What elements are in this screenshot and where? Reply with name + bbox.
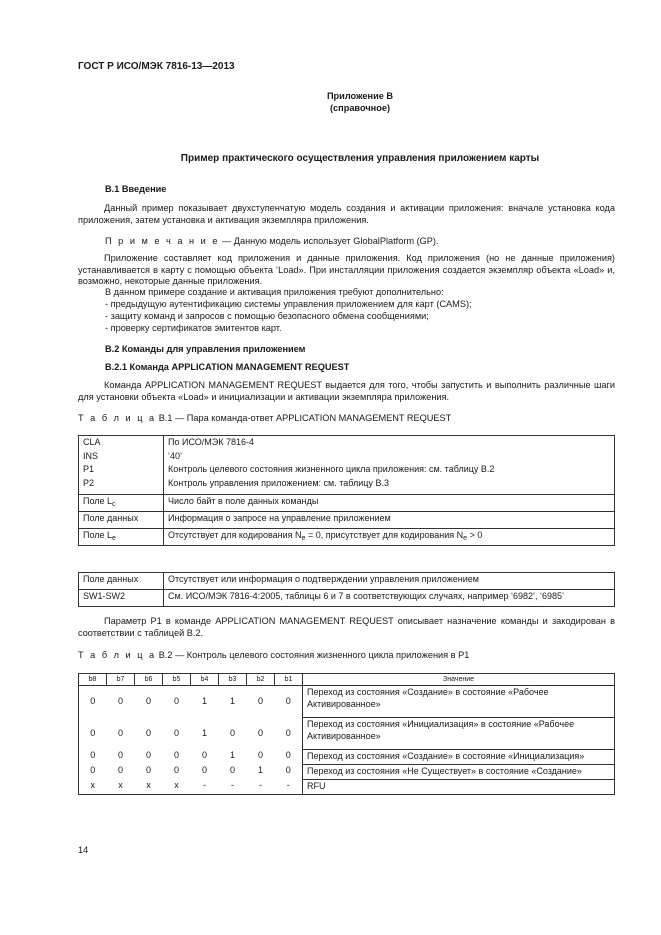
table-cell: Переход из состояния «Создание» в состояние «Инициализация» <box>303 750 615 765</box>
table-row <box>79 750 615 765</box>
table-b1-response <box>78 572 615 607</box>
table-row <box>79 512 615 529</box>
table-cell: Поле $L_e$ <box>79 529 164 546</box>
bit-cell: - <box>275 780 303 795</box>
section-b21-heading: В.2.1 Команда APPLICATION MANAGEMENT REQUEST <box>105 362 350 372</box>
column-header: b3 <box>219 674 247 686</box>
document-header: ГОСТ Р ИСО/МЭК 7816-13—2013 <box>78 61 235 72</box>
table-row <box>79 765 615 780</box>
annex-title: Приложение В <box>326 91 394 101</box>
main-title: Пример практического осуществления управления приложением карты <box>180 153 540 164</box>
table-row <box>79 495 615 512</box>
note-text: — Данную модель использует GlobalPlatform (GP). <box>219 236 439 246</box>
table-cell: Отсутствует или информация о подтверждении управления приложением <box>164 573 615 590</box>
column-header: b4 <box>191 674 219 686</box>
table-cell: Поле данных <box>79 512 164 529</box>
column-header: b1 <box>275 674 303 686</box>
bit-cell: 0 <box>79 765 107 780</box>
bit-cell: 1 <box>229 696 235 706</box>
table-header-row <box>79 674 615 686</box>
page-number: 14 <box>78 845 89 855</box>
table-cell: INS <box>79 450 164 464</box>
bit-cell: 0 <box>229 727 235 738</box>
table-b1-caption: Т а б л и ц а В.1 — Пара команда-ответ APPLICATION MANAGEMENT REQUEST <box>78 413 452 423</box>
bit-cell: 0 <box>145 696 151 706</box>
table-b2-caption: Т а б л и ц а В.2 — Контроль целевого состояния жизненного цикла приложения в P1 <box>78 650 470 660</box>
table-b2 <box>78 673 615 795</box>
bit-cell: 0 <box>79 686 107 718</box>
bit-cell: 0 <box>173 696 179 706</box>
bit-cell: 1 <box>201 727 207 738</box>
note <box>105 236 439 248</box>
table-cell: Число байт в поле данных команды <box>164 495 615 512</box>
bit-cell: - <box>219 780 247 795</box>
composition-paragraph: Приложение составляет код приложения и данные приложения. Код приложения (но не данные приложения) устанавливается в карту с помощью объекта ‘Load». При инсталляции приложения создается экземпляр объекта «Load» и, возможно, некоторые данные приложения. <box>78 253 615 286</box>
table-cell: ‘40’ <box>164 450 615 464</box>
bit-cell: 0 <box>117 727 123 738</box>
bit-cell: 1 <box>257 764 263 775</box>
table-row <box>79 573 615 590</box>
bit-cell: 0 <box>173 764 179 775</box>
bit-cell: 0 <box>275 686 303 718</box>
bit-cell: 0 <box>275 718 303 750</box>
table-cell: Контроль целевого состояния жизненного цикла приложения: см. таблицу В.2 <box>164 463 615 477</box>
table-row <box>79 529 615 546</box>
table-b1 <box>78 435 615 546</box>
column-header: b7 <box>107 674 135 686</box>
bit-cell: 0 <box>79 750 107 765</box>
column-header: Значение <box>303 674 615 686</box>
table-row <box>79 450 615 464</box>
table-row <box>79 436 615 450</box>
bit-cell: - <box>191 780 219 795</box>
table-cell: CLA <box>79 436 164 450</box>
bit-cell: 0 <box>229 764 235 775</box>
bit-cell: 0 <box>145 749 151 760</box>
table-cell: RFU <box>303 780 615 795</box>
list-item: - проверку сертификатов эмитентов карт. <box>105 323 282 333</box>
requirements-intro: В данном примере создание и активация приложения требуют дополнительно: <box>105 287 444 297</box>
table-row <box>79 780 615 795</box>
bit-cell: 0 <box>257 749 263 760</box>
annex-kind: (справочное) <box>329 103 390 113</box>
bit-cell: 1 <box>201 696 207 706</box>
table-cell: Переход из состояния «Инициализация» в состояние «Рабочее Активированное» <box>303 718 615 750</box>
list-item: - предыдущую аутентификацию системы управления приложением для карт (CAMS); <box>105 299 472 309</box>
bit-cell: - <box>247 780 275 795</box>
bit-cell: 0 <box>201 749 207 760</box>
bit-cell: 0 <box>257 727 263 738</box>
column-header: b5 <box>163 674 191 686</box>
section-b1-heading: В.1 Введение <box>105 184 167 194</box>
bit-cell: 0 <box>117 749 123 760</box>
bit-cell: 0 <box>117 764 123 775</box>
bit-cell: 0 <box>201 764 207 775</box>
bit-cell: 0 <box>145 727 151 738</box>
bit-cell: 0 <box>173 749 179 760</box>
bit-cell: x <box>163 780 191 795</box>
table-cell: Переход из состояния «Не Существует» в состояние «Создание» <box>303 765 615 780</box>
note-label: П р и м е ч а н и е <box>105 236 220 246</box>
table-cell: P2 <box>79 477 164 495</box>
bit-cell: 0 <box>275 750 303 765</box>
table-row <box>79 477 615 495</box>
table-cell: См. ИСО/МЭК 7816-4:2005, таблицы 6 и 7 в соответствующих случаях, например ‘6982’, ‘6985’ <box>164 590 615 607</box>
table-cell: P1 <box>79 463 164 477</box>
table-row <box>79 590 615 607</box>
list-item: - защиту команд и запросов с помощью безопасного обмена сообщениями; <box>105 311 429 321</box>
bit-cell: x <box>79 780 107 795</box>
bit-cell: 1 <box>229 749 235 760</box>
table-row <box>79 686 615 718</box>
bit-cell: 0 <box>275 765 303 780</box>
table-row <box>79 718 615 750</box>
bit-cell: 0 <box>117 696 123 706</box>
column-header: b8 <box>79 674 107 686</box>
section-b2-heading: В.2 Команды для управления приложением <box>105 344 306 354</box>
table-cell: Поле данных <box>79 573 164 590</box>
bit-cell: 0 <box>79 718 107 750</box>
p1-paragraph: Параметр P1 в команде APPLICATION MANAGEMENT REQUEST описывает назначение команды и закодирован в соответствии с таблицей В.2. <box>78 616 615 638</box>
table-cell: Информация о запросе на управление приложением <box>164 512 615 529</box>
column-header: b6 <box>135 674 163 686</box>
intro-paragraph: Данный пример показывает двухступенчатую модель создания и активации приложения: вначале установка кода приложения, затем установка и активация экземпляра приложения. <box>78 203 615 225</box>
table-cell: Отсутствует для кодирования $N_e = 0$, присутствует для кодирования $N_e > 0$ <box>164 529 615 546</box>
table-cell: По ИСО/МЭК 7816-4 <box>164 436 615 450</box>
table-row <box>79 463 615 477</box>
bit-cell: 0 <box>257 696 263 706</box>
bit-cell: x <box>107 780 135 795</box>
table-cell: Контроль управления приложением: см. таблицу В.3 <box>164 477 615 495</box>
column-header: b2 <box>247 674 275 686</box>
table-cell: Поле $L_c$ <box>79 495 164 512</box>
table-cell: SW1-SW2 <box>79 590 164 607</box>
command-paragraph: Команда APPLICATION MANAGEMENT REQUEST выдается для того, чтобы запустить и выполнить различные шаги для установки объекта «Load» и инициализации и активации экземпляра приложения. <box>78 380 615 402</box>
table-cell: Переход из состояния «Создание» в состояние «Рабочее Активированное» <box>303 686 615 718</box>
bit-cell: 0 <box>145 764 151 775</box>
bit-cell: x <box>135 780 163 795</box>
bit-cell: 0 <box>173 727 179 738</box>
